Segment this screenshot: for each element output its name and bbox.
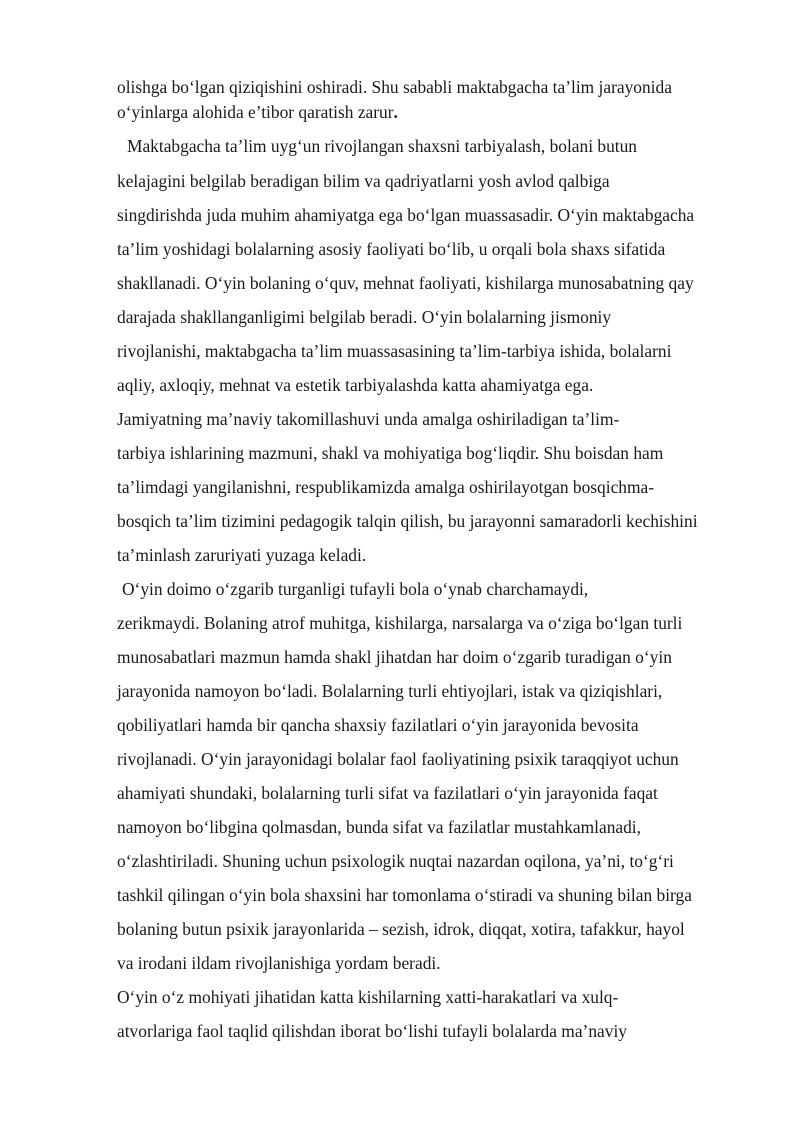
text-line: ta’minlash zaruriyati yuzaga keladi. — [117, 545, 367, 565]
text-line: namoyon bo‘libgina qolmasdan, bunda sifat va fazilatlar mustahkamlanadi, — [117, 817, 641, 837]
text-line: aqliy, axloqiy, mehnat va estetik tarbiyalashda katta ahamiyatga ega. — [117, 375, 594, 395]
text-line: munosabatlari mazmun hamda shakl jihatdan har doim o‘zgarib turadigan o‘yin — [117, 647, 672, 667]
text-line: va irodani ildam rivojlanishiga yordam beradi. — [117, 953, 441, 973]
text-line-content: o‘yinlarga alohida e’tibor qaratish zarur — [117, 102, 394, 122]
text-line: bolaning butun psixik jarayonlarida – sezish, idrok, diqqat, xotira, tafakkur, hayol — [117, 919, 685, 939]
text-line: tashkil qilingan o‘yin bola shaxsini har tomonlama o‘stiradi va shuning bilan birga — [117, 885, 692, 905]
bold-period: . — [393, 102, 398, 122]
text-line: bosqich ta’lim tizimini pedagogik talqin qilish, bu jarayonni samaradorli kechishini — [117, 511, 698, 531]
text-line: shakllanadi. O‘yin bolaning o‘quv, mehnat faoliyati, kishilarga munosabatning qay — [117, 273, 694, 293]
text-line: darajada shakllanganligimi belgilab beradi. O‘yin bolalarning jismoniy — [117, 307, 612, 327]
text-line: rivojlanishi, maktabgacha ta’lim muassasasining ta’lim-tarbiya ishida, bolalarni — [117, 341, 672, 361]
text-line: ta’limdagi yangilanishni, respublikamizda amalga oshirilayotgan bosqichma- — [117, 477, 655, 497]
text-line: O‘yin o‘z mohiyati jihatidan katta kishilarning xatti-harakatlari va xulq- — [117, 987, 619, 1007]
text-line: zerikmaydi. Bolaning atrof muhitga, kishilarga, narsalarga va o‘ziga bo‘lgan turli — [117, 613, 683, 633]
text-line: rivojlanadi. O‘yin jarayonidagi bolalar faol faoliyatining psixik taraqqiyot uchun — [117, 749, 679, 769]
text-line: ahamiyati shundaki, bolalarning turli sifat va fazilatlari o‘yin jarayonida faqat — [117, 783, 658, 803]
text-line: ta’lim yoshidagi bolalarning asosiy faoliyati bo‘lib, u orqali bola shaxs sifatida — [117, 239, 666, 259]
text-line: atvorlariga faol taqlid qilishdan iborat bo‘lishi tufayli bolalarda ma’naviy — [117, 1021, 627, 1041]
text-line — [117, 102, 398, 122]
text-line: singdirishda juda muhim ahamiyatga ega bo‘lgan muassasadir. O‘yin maktabgacha — [117, 205, 695, 225]
text-line: Jamiyatning ma’naviy takomillashuvi unda amalga oshiriladigan ta’lim- — [117, 409, 620, 429]
text-line: o‘zlashtiriladi. Shuning uchun psixologik nuqtai nazardan oqilona, ya’ni, to‘g‘ri — [117, 851, 674, 871]
text-line: olishga bo‘lgan qiziqishini oshiradi. Shu sababli maktabgacha ta’lim jarayonida — [117, 77, 672, 97]
text-line: kelajagini belgilab beradigan bilim va qadriyatlarni yosh avlod qalbiga — [117, 171, 610, 191]
text-line: jarayonida namoyon bo‘ladi. Bolalarning turli ehtiyojlari, istak va qiziqishlari, — [117, 681, 663, 701]
text-line: qobiliyatlari hamda bir qancha shaxsiy fazilatlari o‘yin jarayonida bevosita — [117, 715, 639, 735]
text-line: tarbiya ishlarining mazmuni, shakl va mohiyatiga bog‘liqdir. Shu boisdan ham — [117, 443, 664, 463]
paragraph-first-line: O‘yin doimo o‘zgarib turganligi tufayli bola o‘ynab charchamaydi, — [122, 579, 589, 599]
paragraph-first-line: Maktabgacha ta’lim uyg‘un rivojlangan shaxsni tarbiyalash, bolani butun — [127, 136, 638, 156]
